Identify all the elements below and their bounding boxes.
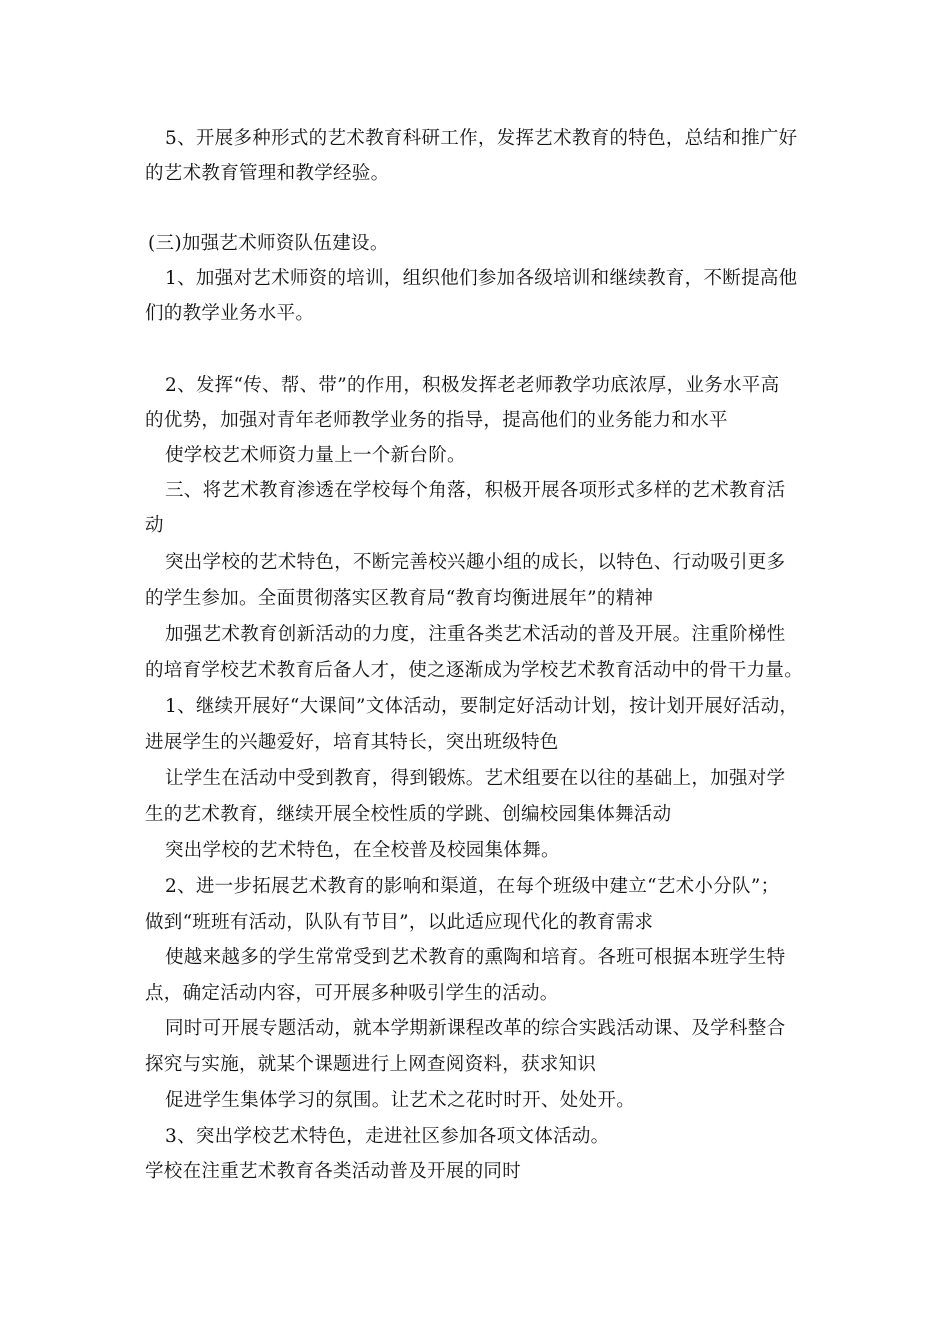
text-line: 5、开展多种形式的艺术教育科研工作，发挥艺术教育的特色，总结和推广好 [165, 128, 798, 149]
text-line: 的培育学校艺术教育后备人才，使之逐渐成为学校艺术教育活动中的骨干力量。 [145, 660, 804, 681]
text-line: 探究与实施，就某个课题进行上网查阅资料，获求知识 [145, 1054, 597, 1075]
text-line: 使越来越多的学生常常受到艺术教育的熏陶和培育。各班可根据本班学生特 [165, 947, 786, 968]
text-line: 同时可开展专题活动，就本学期新课程改革的综合实践活动课、及学科整合 [165, 1018, 786, 1039]
text-line: 促进学生集体学习的氛围。让艺术之花时时开、处处开。 [165, 1090, 636, 1111]
text-line: 进展学生的兴趣爱好，培育其特长，突出班级特色 [145, 732, 559, 753]
text-line: 们的教学业务水平。 [145, 303, 315, 324]
text-line: 的学生参加。全面贯彻落实区教育局“教育均衡进展年”的精神 [145, 588, 654, 609]
section-heading: 三、将艺术教育渗透在学校每个角落，积极开展各项形式多样的艺术教育活 [165, 480, 786, 501]
text-line: 3、突出学校艺术特色，走进社区参加各项文体活动。 [165, 1126, 610, 1147]
text-line: 2、发挥“传、帮、带”的作用，积极发挥老老师教学功底浓厚，业务水平高 [165, 375, 780, 396]
text-line: 1、继续开展好“大课间”文体活动，要制定好活动计划，按计划开展好活动， [165, 696, 799, 717]
text-line: 突出学校的艺术特色，在全校普及校园集体舞。 [165, 840, 560, 861]
section-heading: (三)加强艺术师资队伍建设。 [148, 233, 389, 254]
text-line: 2、进一步拓展艺术教育的影响和渠道，在每个班级中建立“艺术小分队”； [165, 876, 780, 897]
text-line: 学校在注重艺术教育各类活动普及开展的同时 [145, 1161, 522, 1182]
text-line: 做到“班班有活动，队队有节目”，以此适应现代化的教育需求 [145, 912, 654, 933]
text-line: 1、加强对艺术师资的培训，组织他们参加各级培训和继续教育，不断提高他 [165, 268, 798, 289]
text-line: 点，确定活动内容，可开展多种吸引学生的活动。 [145, 983, 559, 1004]
text-line: 使学校艺术师资力量上一个新台阶。 [165, 445, 466, 466]
text-line: 生的艺术教育，继续开展全校性质的学跳、创编校园集体舞活动 [145, 804, 672, 825]
text-line: 让学生在活动中受到教育，得到锻炼。艺术组要在以往的基础上，加强对学 [165, 768, 786, 789]
text-line: 的优势，加强对青年老师教学业务的指导，提高他们的业务能力和水平 [145, 410, 728, 431]
text-line: 动 [145, 515, 164, 536]
text-line: 突出学校的艺术特色，不断完善校兴趣小组的成长，以特色、行动吸引更多 [165, 552, 786, 573]
text-line: 加强艺术教育创新活动的力度，注重各类艺术活动的普及开展。注重阶梯性 [165, 624, 786, 645]
text-line: 的艺术教育管理和教学经验。 [145, 163, 390, 184]
